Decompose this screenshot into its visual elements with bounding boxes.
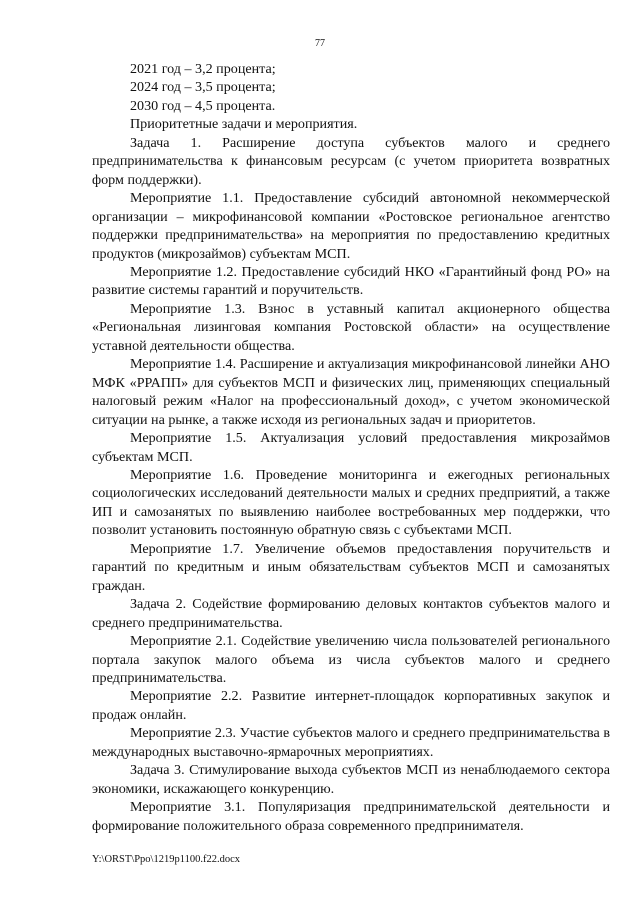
document-body bbox=[92, 60, 610, 835]
page-number: 77 bbox=[315, 38, 325, 49]
measure-paragraph: Мероприятие 1.1. Предоставление субсидий автономной некоммерческой организации – микрофинансовой компании «Ростовское региональное агентство поддержки предпринимательства» на мероприятия по предоставлению кредитных продуктов (микрозаймов) субъектам МСП. bbox=[92, 190, 610, 262]
measure-paragraph: Мероприятие 1.5. Актуализация условий предоставления микрозаймов субъектам МСП. bbox=[92, 430, 610, 465]
task-paragraph: Задача 3. Стимулирование выхода субъектов МСП из ненаблюдаемого сектора экономики, искажающего конкуренцию. bbox=[92, 762, 610, 797]
measure-paragraph: Мероприятие 1.6. Проведение мониторинга и ежегодных региональных социологических исследований деятельности малых и средних предприятий, а также ИП и самозанятых по выявлению наиболее востребованных мер поддержки, что позволит установить постоянную обратную связь с субъектами МСП. bbox=[92, 466, 610, 539]
list-line: 2030 год – 4,5 процента. bbox=[130, 97, 276, 114]
measure-paragraph: Мероприятие 1.3. Взнос в уставный капитал акционерного общества «Региональная лизинговая компания Ростовской области» на осуществление уставной деятельности общества. bbox=[92, 300, 610, 354]
list-line: 2024 год – 3,5 процента; bbox=[130, 79, 276, 96]
list-line: 2021 год – 3,2 процента; bbox=[130, 61, 276, 77]
measure-paragraph: Мероприятие 2.3. Участие субъектов малого и среднего предпринимательства в международных выставочно-ярмарочных мероприятиях. bbox=[92, 725, 610, 760]
file-path-footer: Y:\ORST\Ppo\1219p1100.f22.docx bbox=[92, 854, 240, 865]
measure-paragraph: Мероприятие 1.2. Предоставление субсидий НКО «Гарантийный фонд РО» на развитие системы гарантий и поручительств. bbox=[92, 263, 610, 299]
measure-paragraph: Мероприятие 1.7. Увеличение объемов предоставления поручительств и гарантий по кредитным и иным обязательствам субъектов МСП и самозанятых граждан. bbox=[92, 540, 610, 594]
task-paragraph: Задача 1. Расширение доступа субъектов малого и среднего предпринимательства к финансовым ресурсам (с учетом приоритета возвратных форм поддержки). bbox=[92, 134, 610, 188]
measure-paragraph: Мероприятие 2.2. Развитие интернет-площадок корпоративных закупок и продаж онлайн. bbox=[92, 688, 610, 723]
measure-paragraph: Мероприятие 3.1. Популяризация предпринимательской деятельности и формирование положительного образа современного предпринимателя. bbox=[92, 799, 610, 834]
measure-paragraph: Мероприятие 2.1. Содействие увеличению числа пользователей регионального портала закупок малого объема из числа субъектов малого и среднего предпринимательства. bbox=[92, 633, 610, 686]
section-heading: Приоритетные задачи и мероприятия. bbox=[130, 116, 358, 133]
task-paragraph: Задача 2. Содействие формированию деловых контактов субъектов малого и среднего предпринимательства. bbox=[92, 596, 610, 631]
measure-paragraph: Мероприятие 1.4. Расширение и актуализация микрофинансовой линейки АНО МФК «РРАПП» для субъектов МСП и физических лиц, применяющих специальный налоговый режим «Налог на профессиональный доход», с учетом экономической ситуации на рынке, а также исходя из региональных задач и приоритетов. bbox=[92, 356, 610, 428]
